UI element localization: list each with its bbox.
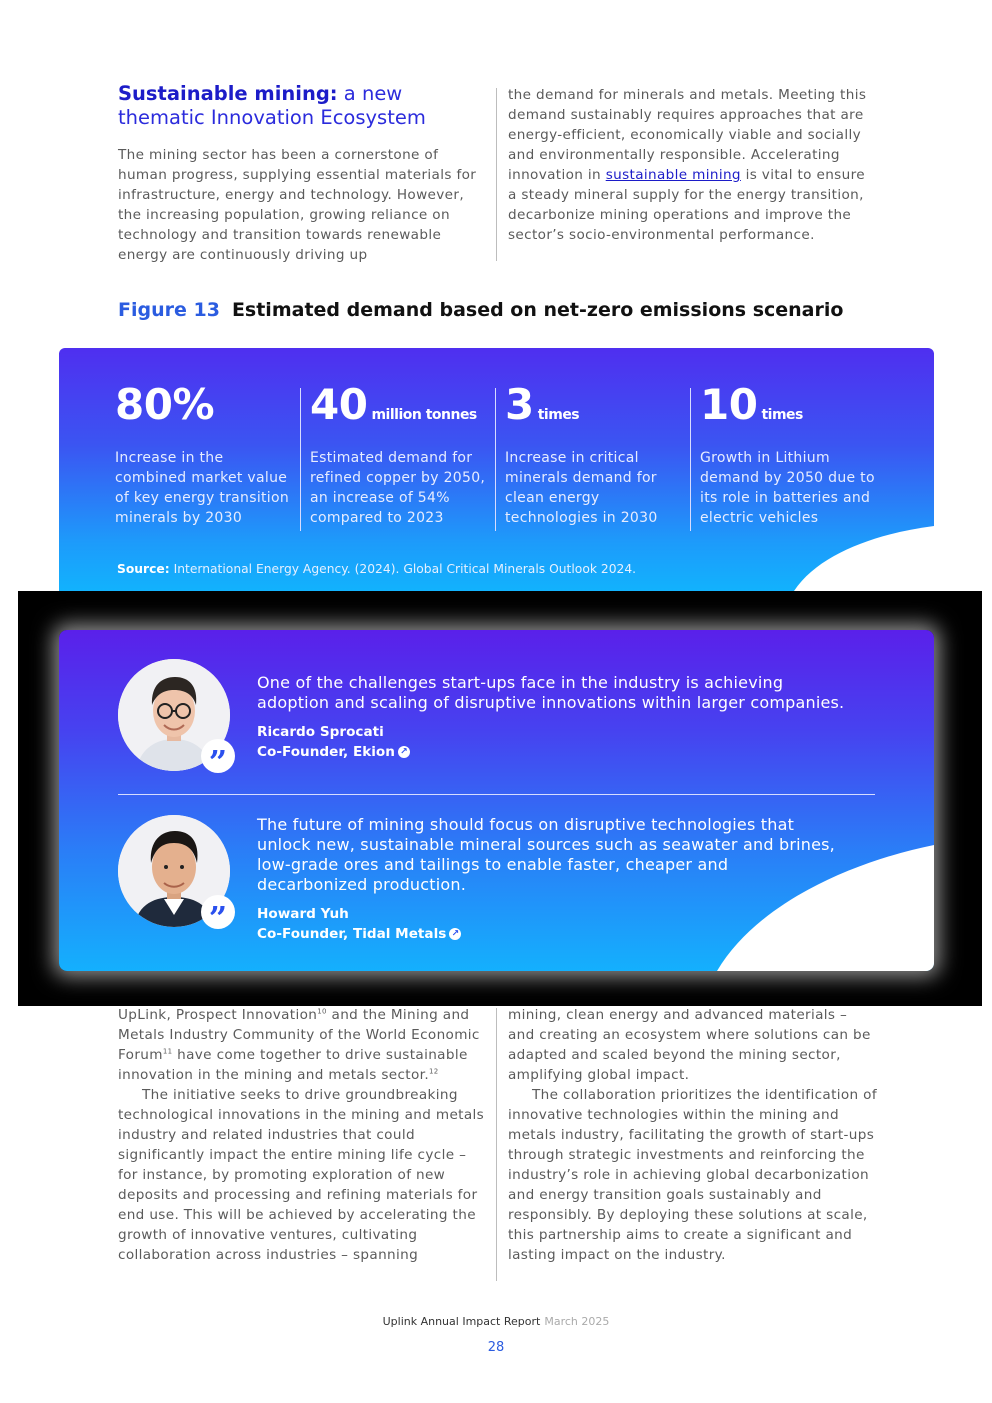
quote-icon: ” bbox=[201, 895, 235, 929]
report-name: Uplink Annual Impact Report bbox=[382, 1315, 541, 1328]
quote-icon: ” bbox=[201, 739, 235, 773]
stat-lithium-demand: 10 times Growth in Lithium demand by 2050 due to its role in batteries and electric vehicles bbox=[700, 380, 875, 526]
external-link-icon[interactable]: ↗ bbox=[398, 746, 410, 758]
quote-text: The future of mining should focus on disruptive technologies that unlock new, sustainable mineral sources such as seawater and brines, low-grade ores and tailings to enable faster, cheaper and decarbonized production. bbox=[257, 815, 835, 894]
page-number: 28 bbox=[487, 1340, 505, 1355]
stat-divider bbox=[300, 388, 301, 531]
quote-author-name: Howard Yuh bbox=[257, 906, 349, 922]
column-divider bbox=[496, 1008, 497, 1281]
sustainable-mining-link[interactable]: sustainable mining bbox=[605, 167, 741, 183]
figure-heading bbox=[118, 299, 843, 321]
figure-number: Figure 13 bbox=[118, 299, 220, 321]
intro-paragraph-right: the demand for minerals and metals. Meeting this demand sustainably requires approaches that are energy-efficient, economically viable and socially and environmentally responsible. Accelerating innovation in sustainable mining is vital to ensure a steady mineral supply for the energy transition, decarbonize mining operations and improve the sector’s socio-environmental performance. bbox=[508, 87, 867, 243]
quote-author-role: Co-Founder, Ekion ↗ bbox=[257, 742, 410, 762]
stats-panel bbox=[59, 348, 934, 591]
quote-author-name: Ricardo Sprocati bbox=[257, 724, 384, 740]
report-date: March 2025 bbox=[544, 1315, 610, 1328]
stat-copper-demand: 40 million tonnes Estimated demand for refined copper by 2050, an increase of 54% compared to 2023 bbox=[310, 380, 486, 526]
stat-divider bbox=[690, 388, 691, 531]
quote-text: One of the challenges start-ups face in the industry is achieving adoption and scaling of disruptive innovations within larger companies. bbox=[257, 673, 845, 712]
column-divider bbox=[496, 88, 497, 261]
intro-paragraph-left: The mining sector has been a cornerstone of human progress, supplying essential materials for infrastructure, energy and technology. However, the increasing population, growing reliance on technology and transition towards renewable energy are continuously driving up bbox=[118, 147, 477, 263]
quote-author-role: Co-Founder, Tidal Metals ↗ bbox=[257, 924, 461, 944]
body-paragraph-right: mining, clean energy and advanced materials – and creating an ecosystem where solutions can be adapted and scaled beyond the mining sector, amplifying global impact. The collaboration prioritizes the identification of innovative technologies within the mining and metals industry, facilitating the growth of start-ups through strategic investments and reinforcing the industry’s role in achieving global decarbonization and energy transition goals sustainably and responsibly. By deploying these solutions at scale, this partnership aims to create a significant and lasting impact on the industry. bbox=[508, 1007, 877, 1263]
body-paragraph-left: UpLink, Prospect Innovation$^{10}$ and the Mining and Metals Industry Community of the World Economic Forum$^{11}$ have come together to drive sustainable innovation in the mining and metals sector.$^{12}$ The initiative seeks to drive groundbreaking technological innovations in the mining and metals industry and related industries that could significantly impact the entire mining life cycle – for instance, by promoting exploration of new deposits and processing and refining materials for end use. This will be achieved by accelerating the growth of innovative ventures, cultivating collaboration across industries – spanning bbox=[118, 1007, 485, 1263]
quote-divider bbox=[118, 794, 875, 795]
section-title: Sustainable mining: a new thematic Innovation Ecosystem bbox=[118, 82, 426, 129]
stat-market-value: 80% Increase in the combined market value of key energy transition minerals by 2030 bbox=[115, 380, 290, 526]
external-link-icon[interactable]: ↗ bbox=[449, 928, 461, 940]
quote-panel bbox=[59, 630, 934, 971]
stat-critical-minerals: 3 times Increase in critical minerals demand for clean energy technologies in 2030 bbox=[505, 380, 658, 526]
figure-source: Source: International Energy Agency. (2024). Global Critical Minerals Outlook 2024. bbox=[117, 562, 637, 576]
stat-divider bbox=[495, 388, 496, 531]
figure-title: Estimated demand based on net-zero emissions scenario bbox=[231, 299, 844, 321]
footer bbox=[0, 1315, 992, 1328]
